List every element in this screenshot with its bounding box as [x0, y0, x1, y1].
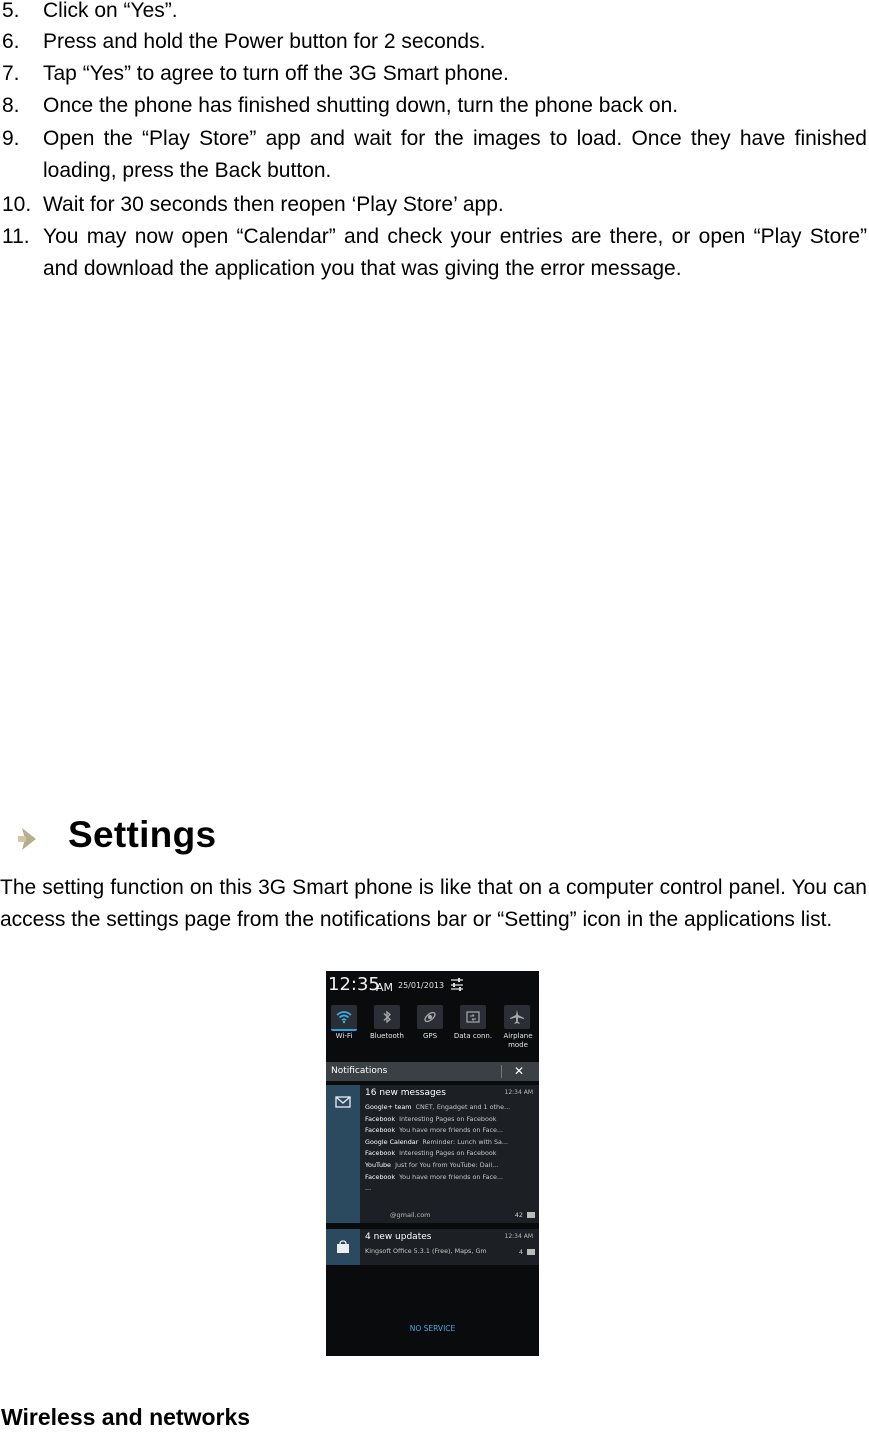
data-connection-icon [465, 1009, 481, 1025]
step-text: Wait for 30 seconds then reopen ‘Play Store’ app. [43, 193, 504, 216]
store-small-icon [527, 1249, 535, 1255]
step-text: Open the “Play Store” app and wait for the images to load. Once they have finished loading, press the Back button. [43, 127, 867, 182]
list-item: Facebook Interesting Pages on Facebook [365, 1149, 497, 1158]
notifications-bar [326, 1062, 539, 1081]
qs-label-wifi: Wi-Fi [335, 1032, 353, 1040]
account-email: @gmail.com [390, 1211, 431, 1219]
qs-label-data: Data conn. [453, 1032, 493, 1040]
step-number: 10. [2, 193, 32, 216]
step-7 [0, 58, 869, 90]
step-11 [0, 221, 869, 317]
wifi-icon [336, 1009, 352, 1025]
mail-small-icon [527, 1212, 535, 1218]
notification-title: 16 new messages [365, 1088, 446, 1098]
list-item: YouTube Just for You from YouTube: Dail... [365, 1160, 499, 1169]
bluetooth-toggle[interactable] [374, 1005, 400, 1029]
update-count: 4 [518, 1248, 523, 1256]
notification-subtitle: Kingsoft Office 5.3.1 (Free), Maps, Gm [365, 1247, 487, 1255]
settings-heading [14, 812, 414, 868]
clock-ampm: AM [376, 981, 394, 994]
notification-time: 12:34 AM [504, 1089, 533, 1096]
list-item: Facebook You have more friends on Face... [365, 1172, 504, 1181]
phone-screenshot [326, 971, 539, 1356]
wireless-networks-heading: Wireless and networks [1, 1404, 251, 1430]
step-number: 6. [2, 30, 20, 53]
step-number: 5. [2, 0, 20, 22]
bluetooth-icon [379, 1009, 395, 1025]
data-conn-toggle[interactable] [460, 1005, 486, 1029]
step-number: 7. [2, 62, 20, 85]
list-item: Google+ team CNET, Engadget and 1 othe... [365, 1103, 511, 1111]
step-9 [0, 123, 869, 187]
settings-title: Settings [68, 814, 217, 855]
settings-paragraph: The setting function on this 3G Smart phone is like that on a computer control panel. You can access the settings page from the notifications bar or “Setting” icon in the applications list. [0, 876, 867, 931]
store-bag-icon [335, 1240, 351, 1254]
settings-sliders-icon[interactable] [450, 977, 464, 991]
message-count: 42 [514, 1211, 523, 1219]
airplane-toggle[interactable] [504, 1005, 530, 1029]
gps-toggle[interactable] [417, 1005, 443, 1029]
list-item: Facebook Interesting Pages on Facebook [365, 1114, 497, 1123]
step-text: Click on “Yes”. [43, 0, 178, 22]
gps-icon [422, 1009, 438, 1025]
notification-time: 12:34 AM [504, 1233, 533, 1240]
messages-notification[interactable] [326, 1085, 539, 1223]
notifications-label: Notifications [331, 1066, 388, 1076]
mail-icon [335, 1095, 351, 1109]
qs-label-airplane: Airplane mode [503, 1032, 533, 1049]
no-service-label: NO SERVICE [409, 1324, 456, 1333]
date: 25/01/2013 [398, 981, 445, 990]
step-text: Tap “Yes” to agree to turn off the 3G Smart phone. [43, 62, 509, 85]
close-icon[interactable]: ✕ [514, 1064, 525, 1078]
page-indicator [421, 1053, 445, 1057]
step-number: 9. [2, 127, 20, 150]
message-list [365, 1102, 537, 1195]
step-text: Press and hold the Power button for 2 seconds. [43, 30, 486, 53]
status-bar [326, 971, 539, 1003]
step-8 [0, 90, 869, 122]
wifi-toggle[interactable] [331, 1005, 357, 1031]
qs-label-bluetooth: Bluetooth [370, 1032, 404, 1040]
airplane-icon [509, 1009, 525, 1025]
step-text: You may now open “Calendar” and check your entries are there, or open “Play Store” and download the application you that was giving the error message. [43, 225, 867, 280]
step-number: 11. [2, 225, 30, 248]
list-item: Facebook You have more friends on Face... [365, 1126, 504, 1135]
updates-notification[interactable] [326, 1229, 539, 1265]
qs-label-gps: GPS [422, 1032, 438, 1040]
step-text: Once the phone has finished shutting down, turn the phone back on. [43, 94, 679, 117]
list-item: Google Calendar Reminder: Lunch with Sa... [365, 1137, 509, 1146]
step-10 [0, 189, 869, 221]
step-6 [0, 26, 869, 58]
clock: 12:35 [328, 974, 380, 995]
step-5 [0, 0, 869, 27]
list-item: ... [365, 1184, 372, 1193]
arrow-bullet-icon [16, 824, 40, 854]
step-number: 8. [2, 94, 20, 117]
notification-title: 4 new updates [365, 1232, 432, 1242]
